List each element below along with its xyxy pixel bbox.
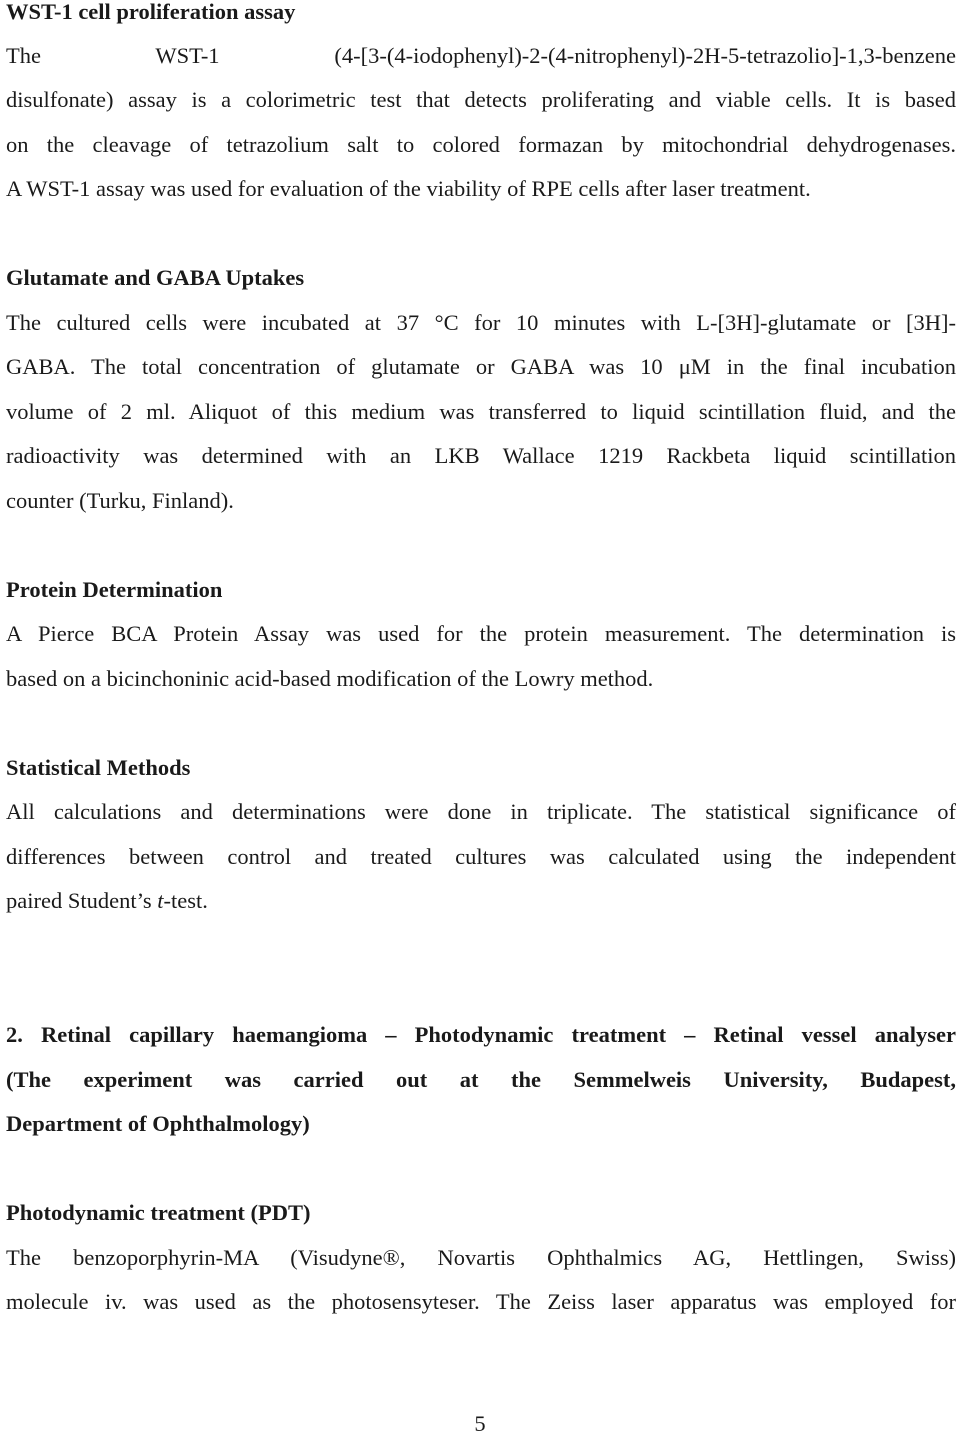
statistical-t-italic: t	[157, 888, 164, 913]
section-heading-statistical: Statistical Methods	[6, 755, 191, 780]
paragraph-line: radioactivity was determined with an LKB Wallace 1219 Rackbeta liquid scintillation	[6, 443, 956, 468]
paragraph-line: The cultured cells were incubated at 37 °C for 10 minutes with L-[3H]-glutamate or [3H]-	[6, 310, 956, 335]
paragraph-line: GABA. The total concentration of glutamate or GABA was 10 μM in the final incubation	[6, 354, 956, 379]
section-heading-protein: Protein Determination	[6, 577, 223, 602]
paragraph-line: A WST-1 assay was used for evaluation of the viability of RPE cells after laser treatment.	[6, 176, 811, 201]
statistical-text: paired Student’s	[6, 888, 158, 913]
paragraph-line: counter (Turku, Finland).	[6, 488, 234, 513]
paragraph-line: molecule iv. was used as the photosensyteser. The Zeiss laser apparatus was employed for	[6, 1289, 956, 1314]
paragraph-line: The benzoporphyrin-MA (Visudyne®, Novartis Ophthalmics AG, Hettlingen, Swiss)	[6, 1245, 956, 1270]
paragraph-line: The WST-1 (4-[3-(4-iodophenyl)-2-(4-nitrophenyl)-2H-5-tetrazolio]-1,3-benzene	[6, 43, 956, 68]
paragraph-line	[6, 887, 956, 915]
section-heading-glutamate: Glutamate and GABA Uptakes	[6, 265, 305, 290]
section-heading-wst1: WST-1 cell proliferation assay	[6, 0, 296, 24]
section-heading-pdt: Photodynamic treatment (PDT)	[6, 1200, 311, 1225]
paragraph-line: A Pierce BCA Protein Assay was used for the protein measurement. The determination is	[6, 621, 956, 646]
paragraph-line: volume of 2 ml. Aliquot of this medium was transferred to liquid scintillation fluid, and the	[6, 399, 956, 424]
chapter-heading: (The experiment was carried out at the Semmelweis University, Budapest,	[6, 1067, 956, 1092]
paragraph-line: All calculations and determinations were done in triplicate. The statistical significance of	[6, 799, 956, 824]
chapter-heading: Department of Ophthalmology)	[6, 1111, 310, 1136]
statistical-text-end: -test.	[163, 888, 208, 913]
paragraph-line: based on a bicinchoninic acid-based modification of the Lowry method.	[6, 666, 654, 691]
paragraph-line: on the cleavage of tetrazolium salt to colored formazan by mitochondrial dehydrogenases.	[6, 132, 956, 157]
paragraph-line: differences between control and treated cultures was calculated using the independent	[6, 844, 956, 869]
paragraph-line: disulfonate) assay is a colorimetric test that detects proliferating and viable cells. It is based	[6, 87, 956, 112]
chapter-heading: 2. Retinal capillary haemangioma – Photodynamic treatment – Retinal vessel analyser	[6, 1022, 956, 1047]
page-number: 5	[474, 1411, 486, 1436]
